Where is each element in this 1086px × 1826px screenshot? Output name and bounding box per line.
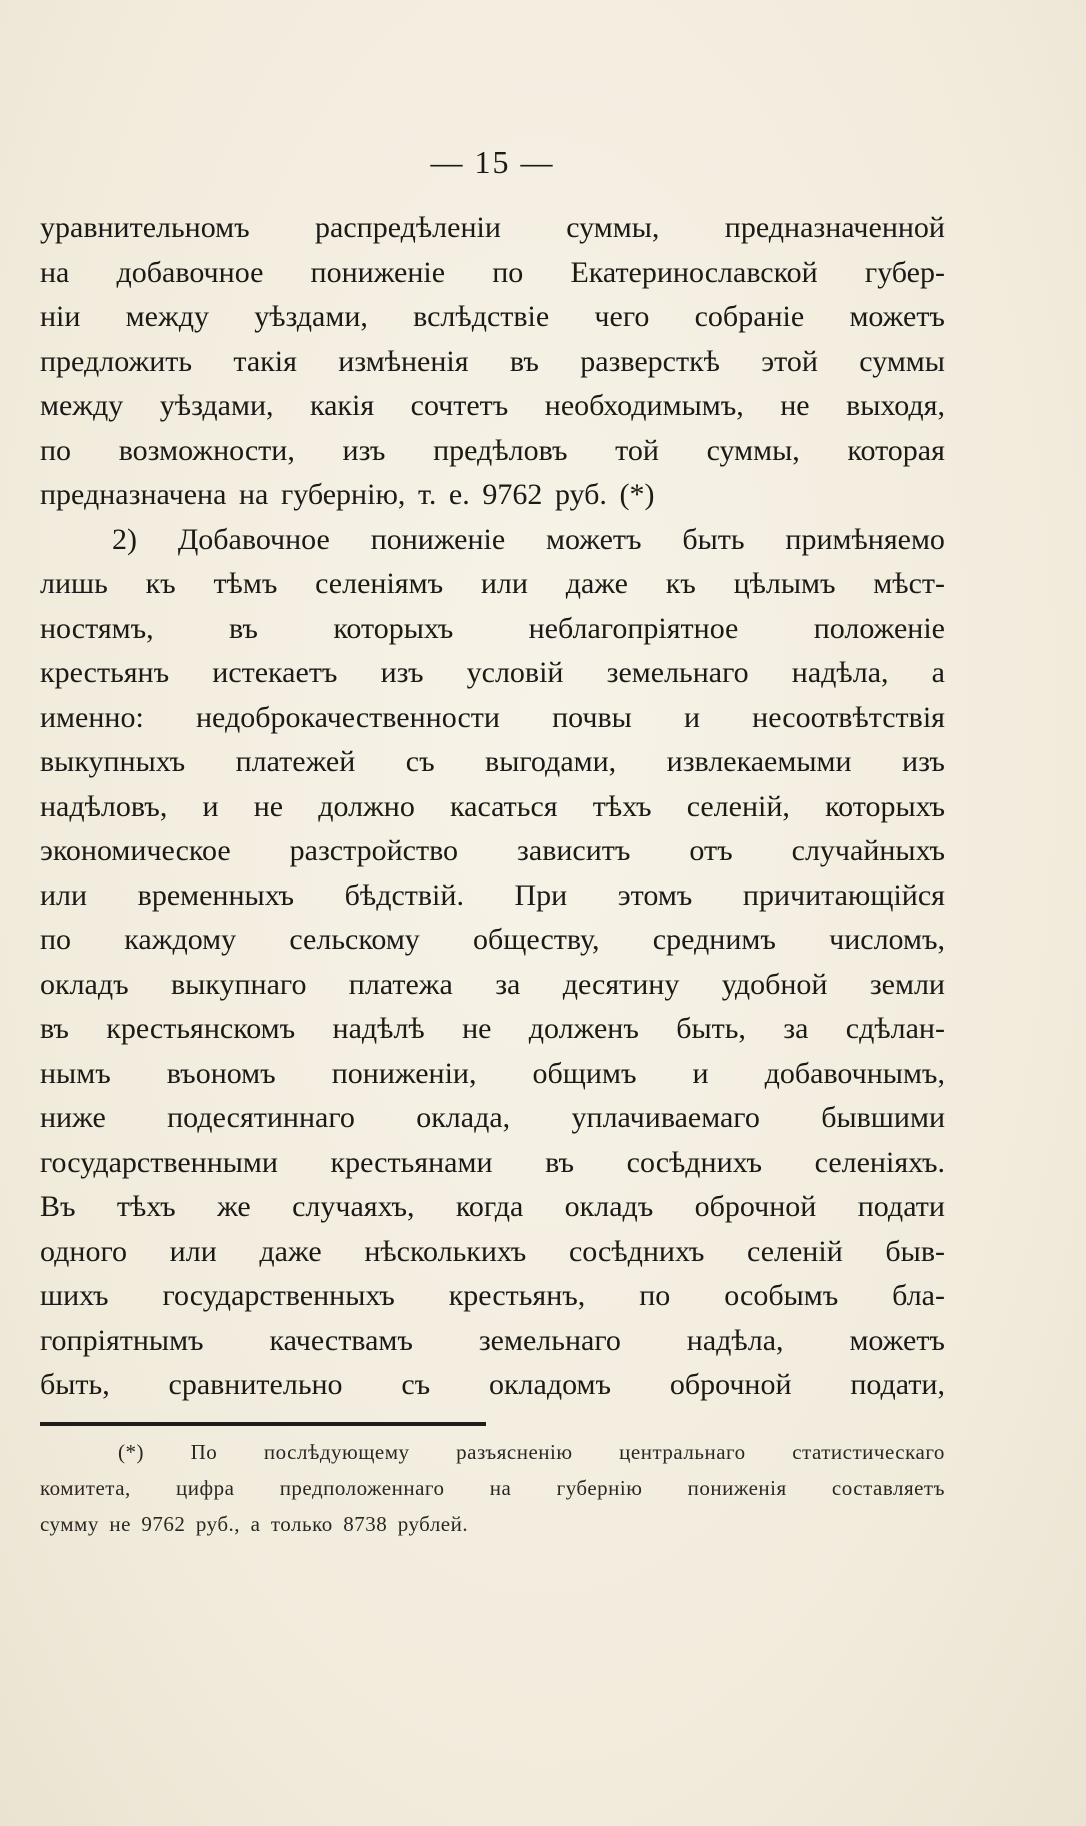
text-line: нымъ въономъ пониженіи, общимъ и добавочнымъ, <box>40 1056 945 1090</box>
footnote-divider <box>40 1422 486 1426</box>
text-line: окладъ выкупнаго платежа за десятину удобной земли <box>40 967 945 1001</box>
text-line: гопріятнымъ качествамъ земельнаго надѣла, можетъ <box>40 1323 945 1357</box>
text-line: въ крестьянскомъ надѣлѣ не долженъ быть, за сдѣлан- <box>40 1012 945 1045</box>
text-line: уравнительномъ распредѣленіи суммы, предназначенной <box>40 211 945 244</box>
text-line: лишь къ тѣмъ селеніямъ или даже къ цѣлымъ мѣст- <box>40 567 945 600</box>
footnote <box>40 1434 945 1542</box>
text-line: экономическое разстройство зависитъ отъ случайныхъ <box>40 834 945 867</box>
text-line: одного или даже нѣсколькихъ сосѣднихъ селеній быв- <box>40 1234 945 1268</box>
text-line: надѣловъ, и не должно касаться тѣхъ селеній, которыхъ <box>40 789 945 823</box>
text-line: быть, сравнительно съ окладомъ оброчной подати, <box>40 1368 945 1401</box>
text-line: между уѣздами, какія сочтетъ необходимымъ, не выходя, <box>40 389 945 422</box>
text-line: предназначена на губернію, т. е. 9762 руб. (*) <box>40 478 655 511</box>
page-number: — 15 — <box>430 144 555 180</box>
text-line: выкупныхъ платежей съ выгодами, извлекаемыми изъ <box>40 745 945 778</box>
text-line: по каждому сельскому обществу, среднимъ числомъ, <box>40 923 945 956</box>
text-line: или временныхъ бѣдствій. При этомъ причитающійся <box>40 878 945 912</box>
text-line: по возможности, изъ предѣловъ той суммы, которая <box>40 433 945 467</box>
text-line: Въ тѣхъ же случаяхъ, когда окладъ оброчной подати <box>40 1190 945 1223</box>
text-line: ниже подесятиннаго оклада, уплачиваемаго бывшими <box>40 1101 945 1134</box>
footnote-line: сумму не 9762 руб., а только 8738 рублей. <box>40 1512 469 1536</box>
text-line: ностямъ, въ которыхъ неблагопріятное положеніе <box>40 611 945 645</box>
paragraph-start-line: 2) Добавочное пониженіе можетъ быть примѣняемо <box>112 522 945 556</box>
text-line: предложить такія измѣненія въ разверсткѣ этой суммы <box>40 344 945 378</box>
text-line: государственными крестьянами въ сосѣднихъ селеніяхъ. <box>40 1145 945 1179</box>
text-line: на добавочное пониженіе по Екатеринославской губер- <box>40 255 945 289</box>
footnote-line: (*) По послѣдующему разъясненію центральнаго статистическаго <box>118 1440 945 1464</box>
text-line: ніи между уѣздами, вслѣдствіе чего собраніе можетъ <box>40 300 945 333</box>
body-text <box>40 206 945 1408</box>
footnote-line: комитета, цифра предположеннаго на губернію пониженія составляетъ <box>40 1476 945 1500</box>
text-line: именно: недоброкачественности почвы и несоотвѣтствія <box>40 700 945 734</box>
text-line: крестьянъ истекаетъ изъ условій земельнаго надѣла, а <box>40 656 945 689</box>
text-line: шихъ государственныхъ крестьянъ, по особымъ бла- <box>40 1279 945 1312</box>
